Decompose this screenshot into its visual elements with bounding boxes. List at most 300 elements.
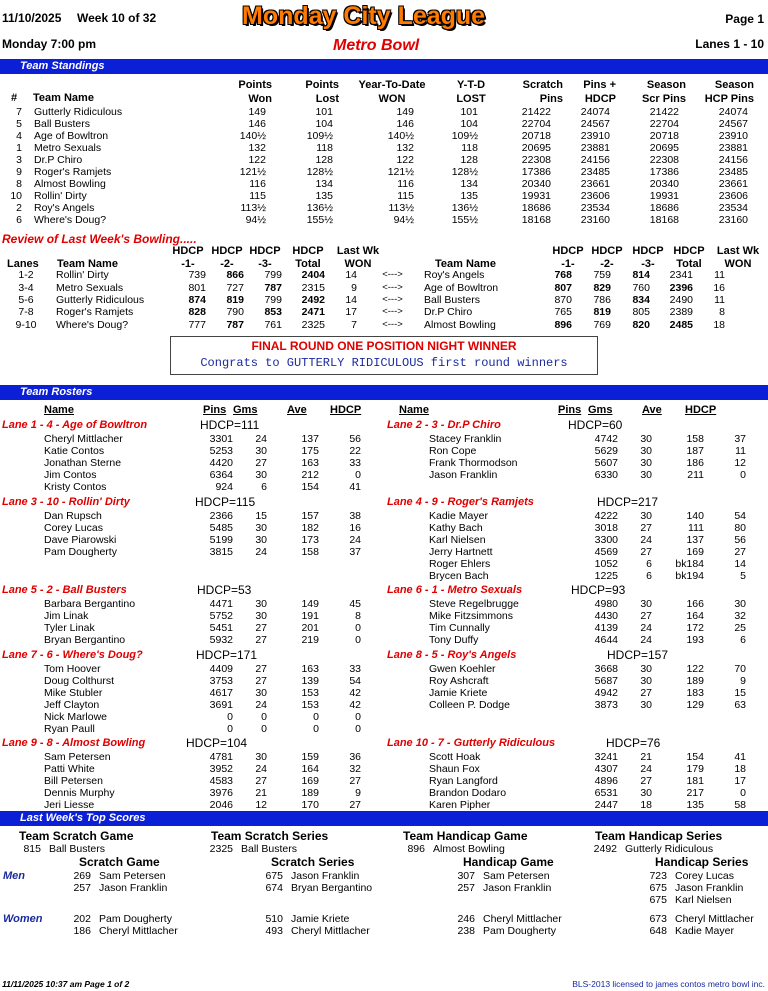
- standings-cell: 118: [316, 142, 333, 154]
- roster-cell: 1052: [594, 558, 618, 570]
- lane-label: Lane 2 - 3 - Dr.P Chiro: [387, 419, 501, 431]
- roster-row: [429, 675, 746, 687]
- roster-cell: Stacey Franklin: [429, 433, 502, 445]
- roster-row: [44, 675, 361, 687]
- lane-label: Lane 8 - 5 - Roy's Angels: [387, 649, 517, 661]
- roster-cell: 27: [349, 775, 361, 787]
- roster-cell: 5199: [209, 534, 233, 546]
- roster-cell: 3976: [209, 787, 233, 799]
- review-team-a: Roger's Ramjets: [56, 306, 134, 319]
- roster-cell: 182: [301, 522, 319, 534]
- roster-cell: 24: [255, 699, 267, 711]
- standings-cell: 24074: [718, 106, 748, 118]
- review-row: [0, 319, 735, 331]
- roster-cell: Pam Dougherty: [44, 546, 117, 558]
- review-score-b: 16: [713, 281, 725, 294]
- review-vs: <--->: [382, 306, 403, 318]
- top-women-score: 493: [265, 925, 283, 937]
- standings-cell: 23534: [718, 202, 748, 214]
- standings-cell: 109½: [451, 130, 478, 142]
- roster-cell: Jeri Liesse: [44, 799, 95, 811]
- roster-row: [44, 699, 361, 711]
- top-men-name: Sam Petersen: [483, 870, 550, 882]
- roster-row: [44, 723, 361, 735]
- top-women-score: 238: [457, 925, 475, 937]
- standings-cell: 149: [248, 106, 266, 118]
- roster-cell: 27: [255, 622, 267, 634]
- roster-cell: Bill Petersen: [44, 775, 103, 787]
- roster-cell: 3301: [209, 433, 233, 445]
- review-score-a: 2492: [301, 293, 325, 306]
- roster-cell: 6364: [209, 469, 233, 481]
- review-vs: <--->: [382, 269, 403, 281]
- roster-cell: 4409: [209, 663, 233, 675]
- standings-cell: 104: [315, 118, 333, 130]
- rv-col-g1: HDCP -1-: [172, 245, 204, 270]
- roster-cell: 24: [640, 763, 652, 775]
- review-score-a: 761: [264, 318, 282, 331]
- roster-cell: 0: [313, 711, 319, 723]
- standings-cell: 24074: [580, 106, 610, 118]
- roster-row: [44, 469, 361, 481]
- roster-cell: 16: [349, 522, 361, 534]
- standings-cell: 115: [249, 190, 266, 202]
- roster-cell: 0: [261, 723, 267, 735]
- roster-cell: Frank Thormodson: [429, 457, 518, 469]
- roster-cell: 173: [301, 534, 319, 546]
- standings-cell: 18686: [521, 202, 551, 214]
- roster-cell: 924: [215, 481, 233, 493]
- roster-col-ave: Ave: [287, 404, 307, 416]
- review-score-b: 819: [593, 306, 611, 319]
- roster-cell: 30: [255, 751, 267, 763]
- roster-cell: 32: [734, 610, 746, 622]
- roster-row: [429, 775, 746, 787]
- review-score-a: 727: [226, 281, 244, 294]
- col-pins-hdcp: Pins + HDCP: [583, 79, 616, 105]
- roster-cell: Cheryl Mittlacher: [44, 433, 123, 445]
- review-score-a: 787: [226, 318, 244, 331]
- top-women-score: 648: [649, 925, 667, 937]
- roster-cell: 11: [735, 445, 746, 457]
- standings-row: [0, 106, 748, 118]
- roster-cell: 153: [301, 687, 319, 699]
- footer-right: BLS-2013 licensed to james contos metro bowl inc.: [572, 979, 765, 989]
- review-score-a: 828: [188, 306, 206, 319]
- roster-cell: 30: [640, 433, 652, 445]
- review-score-b: 829: [593, 281, 611, 294]
- standings-cell: 140½: [387, 130, 414, 142]
- roster-row: [44, 634, 361, 646]
- top-men-name: Jason Franklin: [99, 882, 168, 894]
- lane-hdcp: HDCP=60: [568, 418, 623, 432]
- review-score-a: 874: [188, 293, 206, 306]
- roster-cell: 154: [686, 751, 704, 763]
- lane-hdcp: HDCP=53: [197, 583, 252, 597]
- standings-cell: 18168: [649, 214, 679, 226]
- rv-col2-total: HDCP Total: [673, 245, 705, 270]
- roster-cell: 56: [734, 534, 746, 546]
- standings-cell: 135: [460, 190, 478, 202]
- roster-cell: 6: [261, 481, 267, 493]
- standings-cell: 17386: [521, 166, 551, 178]
- review-team-a: Rollin' Dirty: [56, 269, 109, 282]
- roster-cell: 164: [686, 610, 704, 622]
- roster-col-name: Name: [44, 404, 74, 416]
- top-women-score: 510: [265, 913, 283, 925]
- standings-cell: 146: [396, 118, 414, 130]
- roster-table: [44, 598, 361, 646]
- standings-cell: 23910: [718, 130, 748, 142]
- review-row: [0, 306, 735, 318]
- standings-cell: 23881: [580, 142, 610, 154]
- lane-label: Lane 3 - 10 - Rollin' Dirty: [2, 496, 130, 508]
- roster-cell: 30: [640, 445, 652, 457]
- roster-row: [44, 775, 361, 787]
- standings-row: [0, 154, 748, 166]
- roster-cell: 6330: [594, 469, 618, 481]
- roster-cell: 30: [255, 687, 267, 699]
- roster-cell: 36: [349, 751, 361, 763]
- roster-cell: 5485: [209, 522, 233, 534]
- standings-cell: 24567: [580, 118, 610, 130]
- roster-cell: Roy Ashcraft: [429, 675, 489, 687]
- roster-cell: Tom Hoover: [44, 663, 101, 675]
- review-score-a: 2471: [301, 306, 325, 319]
- standings-cell: 20695: [649, 142, 679, 154]
- standings-cell: 23910: [580, 130, 610, 142]
- top-women-name: Pam Dougherty: [483, 925, 556, 937]
- review-score-b: 11: [714, 293, 725, 306]
- roster-cell: 4471: [209, 598, 233, 610]
- standings-cell: Where's Doug?: [34, 214, 107, 226]
- top-team-name: Ball Busters: [49, 843, 106, 855]
- review-score-b: 769: [593, 318, 611, 331]
- review-score-b: 2485: [669, 318, 693, 331]
- standings-cell: 116: [397, 178, 414, 190]
- roster-cell: 27: [255, 775, 267, 787]
- rv-col2-g2: HDCP -2-: [591, 245, 623, 270]
- roster-cell: 30: [255, 598, 267, 610]
- roster-cell: Steve Regelbrugge: [429, 598, 519, 610]
- roster-row: [429, 799, 746, 811]
- standings-cell: 19931: [521, 190, 551, 202]
- roster-cell: 70: [734, 663, 746, 675]
- roster-cell: Jeff Clayton: [44, 699, 100, 711]
- top-sub: Handicap Series: [655, 855, 749, 869]
- roster-cell: 24: [640, 534, 652, 546]
- roster-cell: 201: [301, 622, 319, 634]
- roster-cell: 5253: [209, 445, 233, 457]
- roster-cell: Dave Piarowski: [44, 534, 117, 546]
- col-season-scr: Season Scr Pins: [641, 79, 686, 105]
- roster-cell: 12: [255, 799, 267, 811]
- review-vs: <--->: [382, 318, 403, 330]
- review-score-b: 870: [554, 293, 572, 306]
- roster-cell: 5: [740, 570, 746, 582]
- roster-cell: 30: [640, 598, 652, 610]
- top-men-name: Sam Petersen: [99, 870, 166, 882]
- top-men-name: Jason Franklin: [291, 870, 360, 882]
- roster-cell: Patti White: [44, 763, 95, 775]
- roster-cell: 18: [640, 799, 652, 811]
- col-team: Team Name: [33, 92, 94, 104]
- standings-cell: Age of Bowltron: [34, 130, 109, 142]
- roster-cell: 193: [686, 634, 704, 646]
- lane-hdcp: HDCP=93: [571, 583, 626, 597]
- roster-cell: 6: [740, 634, 746, 646]
- roster-cell: Corey Lucas: [44, 522, 103, 534]
- roster-cell: Jerry Hartnett: [429, 546, 493, 558]
- standings-cell: 2: [16, 202, 22, 214]
- roster-cell: 54: [734, 510, 746, 522]
- roster-cell: 3300: [594, 534, 618, 546]
- roster-cell: 14: [734, 558, 746, 570]
- review-team-a: Where's Doug?: [56, 318, 129, 331]
- roster-cell: 4139: [594, 622, 618, 634]
- roster-row: [44, 510, 361, 522]
- col-points-won: Points Won: [238, 79, 272, 105]
- standings-cell: 115: [397, 190, 414, 202]
- roster-cell: 33: [349, 457, 361, 469]
- roster-cell: 30: [255, 469, 267, 481]
- roster-cell: bk184: [675, 558, 704, 570]
- roster-cell: 149: [301, 598, 319, 610]
- roster-cell: Ron Cope: [429, 445, 477, 457]
- roster-cell: 5629: [594, 445, 618, 457]
- standings-cell: 109½: [306, 130, 333, 142]
- top-men-name: Karl Nielsen: [675, 894, 732, 906]
- roster-cell: 25: [734, 622, 746, 634]
- review-score-a: 819: [226, 293, 244, 306]
- roster-cell: 15: [734, 687, 746, 699]
- standings-cell: 132: [248, 142, 266, 154]
- roster-cell: 30: [640, 510, 652, 522]
- lane-hdcp: HDCP=157: [607, 648, 669, 662]
- standings-cell: 155½: [306, 214, 333, 226]
- roster-col-name-2: Name: [399, 404, 429, 416]
- roster-cell: Ryan Paull: [44, 723, 95, 735]
- standings-cell: 23160: [718, 214, 748, 226]
- standings-cell: 23606: [718, 190, 748, 202]
- roster-cell: 33: [349, 663, 361, 675]
- roster-row: [44, 546, 361, 558]
- review-lanes: 3-4: [18, 281, 34, 294]
- standings-cell: 22704: [649, 118, 679, 130]
- top-sub: Handicap Game: [463, 855, 554, 869]
- roster-cell: 158: [686, 433, 704, 445]
- roster-cell: 5451: [209, 622, 233, 634]
- roster-cell: 6: [646, 570, 652, 582]
- review-score-a: 14: [345, 293, 357, 306]
- top-men-score: 675: [649, 894, 667, 906]
- standings-cell: 113½: [240, 202, 266, 214]
- lane-label: Lane 6 - 1 - Metro Sexuals: [387, 584, 523, 596]
- review-score-a: 7: [351, 318, 357, 331]
- roster-col-pins-2: Pins: [558, 404, 582, 416]
- standings-row: [0, 118, 748, 130]
- standings-cell: 1: [16, 142, 22, 154]
- standings-cell: 21422: [521, 106, 551, 118]
- venue-name: Metro Bowl: [333, 37, 420, 54]
- review-lanes: 9-10: [15, 318, 37, 331]
- roster-cell: 0: [740, 787, 746, 799]
- top-women-name: Cheryl Mittlacher: [99, 925, 178, 937]
- roster-cell: 18: [734, 763, 746, 775]
- roster-cell: 45: [349, 598, 361, 610]
- standings-cell: 121½: [239, 166, 266, 178]
- team-rosters-bar: Team Rosters: [0, 385, 768, 400]
- review-score-a: 799: [264, 269, 282, 282]
- page-number: Page 1: [725, 12, 764, 26]
- review-team-b: Ball Busters: [424, 293, 481, 306]
- standings-cell: 118: [461, 142, 478, 154]
- roster-cell: 3241: [594, 751, 618, 763]
- roster-cell: 27: [640, 610, 652, 622]
- roster-cell: 24: [255, 763, 267, 775]
- review-vs: <--->: [382, 281, 403, 293]
- standings-cell: Roger's Ramjets: [34, 166, 112, 178]
- roster-cell: 30: [255, 610, 267, 622]
- roster-row: [429, 570, 746, 582]
- roster-cell: 21: [640, 751, 652, 763]
- roster-cell: 179: [686, 763, 704, 775]
- top-women-name: Jamie Kriete: [291, 913, 350, 925]
- roster-cell: 181: [686, 775, 704, 787]
- review-score-a: 739: [188, 269, 206, 282]
- review-score-b: 786: [593, 293, 611, 306]
- review-score-b: 834: [632, 293, 650, 306]
- roster-cell: 4781: [209, 751, 233, 763]
- review-score-b: 807: [554, 281, 572, 294]
- standings-cell: Roy's Angels: [34, 202, 95, 214]
- roster-row: [429, 634, 746, 646]
- standings-cell: 18168: [521, 214, 551, 226]
- standings-cell: 22704: [521, 118, 551, 130]
- standings-cell: 128½: [451, 166, 478, 178]
- rv-col-total: HDCP Total: [292, 245, 324, 270]
- standings-row: [0, 130, 748, 142]
- review-team-b: Age of Bowltron: [424, 281, 499, 294]
- standings-row: [0, 142, 748, 154]
- roster-cell: 4569: [594, 546, 618, 558]
- roster-col-ave-2: Ave: [642, 404, 662, 416]
- roster-cell: Tyler Linak: [44, 622, 95, 634]
- top-women-name: Pam Dougherty: [99, 913, 172, 925]
- roster-cell: 27: [640, 546, 652, 558]
- review-score-b: 814: [632, 269, 650, 282]
- roster-cell: 24: [255, 546, 267, 558]
- roster-table: [429, 598, 746, 646]
- roster-cell: 37: [734, 433, 746, 445]
- standings-cell: 5: [16, 118, 22, 130]
- roster-cell: 163: [301, 457, 319, 469]
- standings-row: [0, 214, 748, 226]
- roster-cell: 0: [355, 711, 361, 723]
- rv-col-team2: Team Name: [435, 258, 496, 270]
- roster-row: [44, 799, 361, 811]
- lane-hdcp: HDCP=76: [606, 736, 661, 750]
- roster-cell: 217: [686, 787, 704, 799]
- standings-cell: 94½: [393, 214, 414, 226]
- roster-cell: Brandon Dodaro: [429, 787, 507, 799]
- roster-cell: 0: [355, 622, 361, 634]
- review-score-a: 799: [264, 293, 282, 306]
- roster-cell: 157: [301, 510, 319, 522]
- roster-cell: Bryan Bergantino: [44, 634, 126, 646]
- rv-col-g2: HDCP -2-: [211, 245, 243, 270]
- roster-row: [429, 558, 746, 570]
- roster-col-pins: Pins: [203, 404, 227, 416]
- roster-cell: Katie Contos: [44, 445, 105, 457]
- review-team-b: Roy's Angels: [424, 269, 485, 282]
- top-men-score: 257: [457, 882, 475, 894]
- roster-cell: Jim Linak: [44, 610, 89, 622]
- review-score-a: 801: [188, 281, 206, 294]
- standings-cell: 23485: [718, 166, 748, 178]
- roster-row: [44, 711, 361, 723]
- top-women-score: 186: [73, 925, 91, 937]
- roster-cell: 24: [640, 622, 652, 634]
- roster-cell: 0: [227, 711, 233, 723]
- roster-cell: 211: [687, 469, 704, 481]
- review-lanes: 5-6: [18, 293, 34, 306]
- roster-row: [429, 622, 746, 634]
- roster-row: [44, 481, 361, 493]
- standings-cell: 128: [315, 154, 333, 166]
- winner-message: Congrats to GUTTERLY RIDICULOUS first round winners: [200, 356, 568, 370]
- week-label: Week 10 of 32: [77, 11, 157, 25]
- rv-col2-g3: HDCP -3-: [632, 245, 664, 270]
- roster-cell: 27: [640, 687, 652, 699]
- top-women-score: 246: [457, 913, 475, 925]
- standings-row: [0, 202, 748, 214]
- roster-row: [44, 522, 361, 534]
- roster-cell: 9: [355, 787, 361, 799]
- roster-cell: 3018: [594, 522, 618, 534]
- lane-hdcp: HDCP=104: [186, 736, 248, 750]
- review-score-a: 9: [351, 281, 357, 294]
- lane-hdcp: HDCP=115: [195, 495, 256, 509]
- standings-cell: 22308: [521, 154, 551, 166]
- top-women-name: Kadie Mayer: [675, 925, 734, 937]
- roster-cell: Doug Colthurst: [44, 675, 115, 687]
- top-women-score: 673: [649, 913, 667, 925]
- review-score-b: 759: [593, 269, 611, 282]
- roster-cell: 219: [301, 634, 319, 646]
- review-team-a: Metro Sexuals: [56, 281, 124, 294]
- top-women-name: Cheryl Mittlacher: [675, 913, 754, 925]
- roster-cell: 80: [734, 522, 746, 534]
- review-score-a: 2315: [301, 281, 325, 294]
- top-men-score: 723: [649, 870, 667, 882]
- standings-cell: Rollin' Dirty: [34, 190, 87, 202]
- standings-cell: 122: [396, 154, 414, 166]
- roster-cell: 27: [255, 457, 267, 469]
- roster-row: [429, 445, 746, 457]
- roster-row: [44, 763, 361, 775]
- top-team-name: Gutterly Ridiculous: [625, 843, 714, 855]
- rv-col2-g1: HDCP -1-: [552, 245, 584, 270]
- roster-cell: 27: [255, 663, 267, 675]
- roster-cell: 169: [301, 775, 319, 787]
- roster-cell: Karen Pipher: [429, 799, 491, 811]
- roster-cell: 30: [640, 457, 652, 469]
- top-team-name: Almost Bowling: [433, 843, 505, 855]
- roster-row: [44, 598, 361, 610]
- standings-row: [0, 178, 748, 190]
- review-table: [0, 269, 735, 331]
